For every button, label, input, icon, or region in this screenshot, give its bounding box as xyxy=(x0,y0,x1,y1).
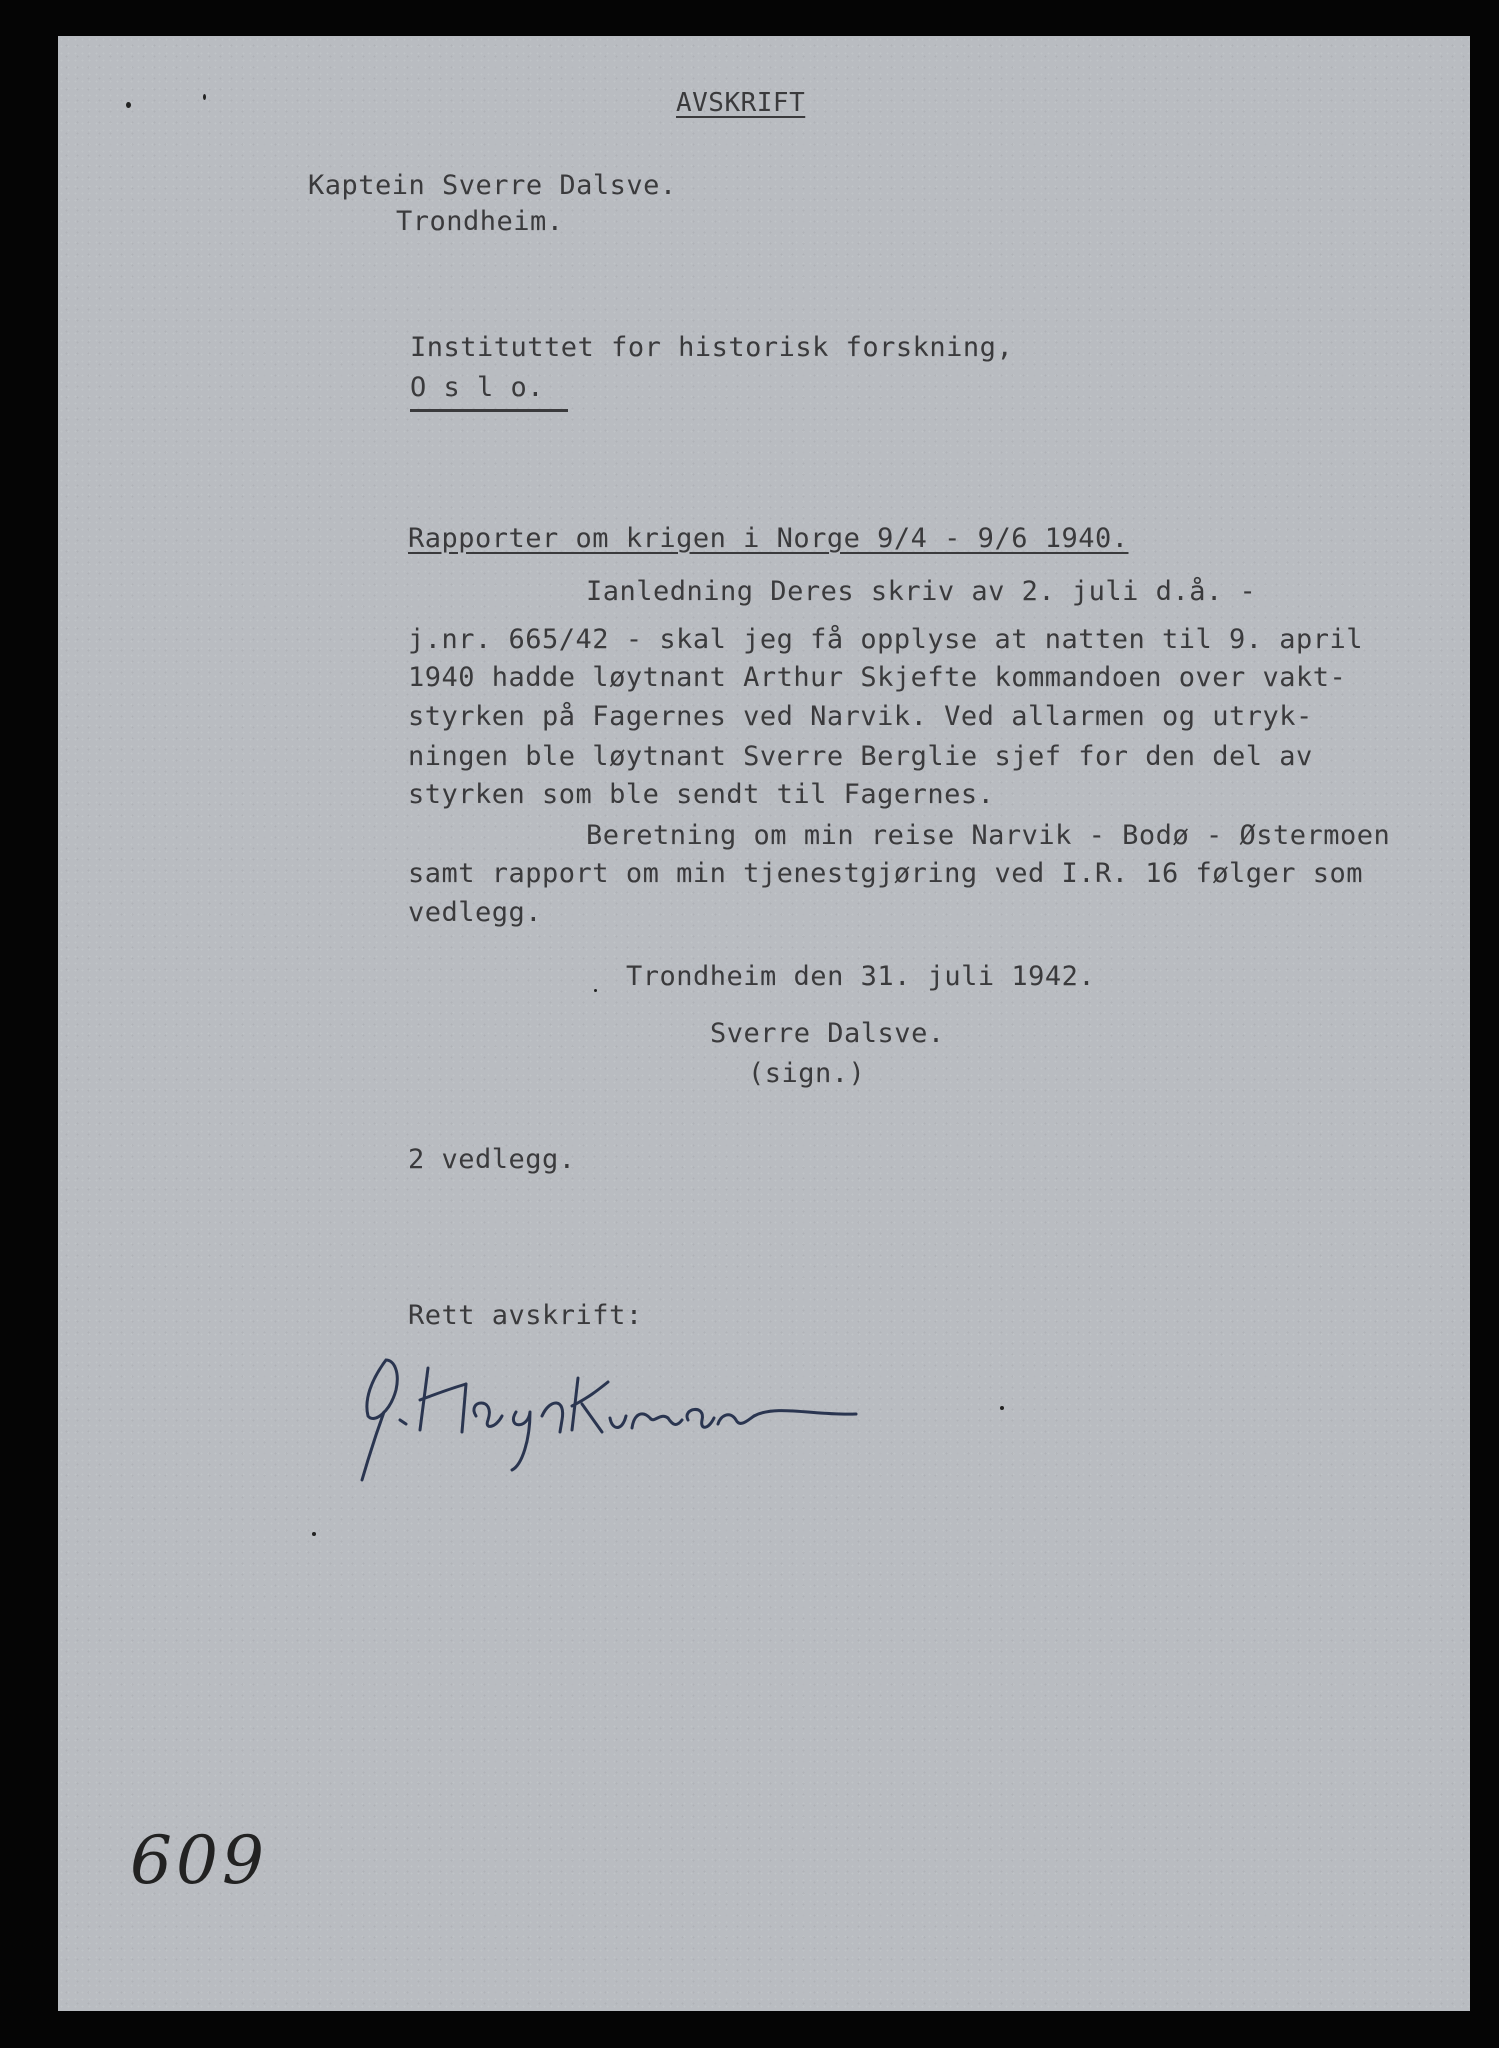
signed-marker: (sign.) xyxy=(748,1058,866,1089)
body-line-1: Ianledning Deres skriv av 2. juli d.å. - xyxy=(586,576,1257,607)
body-line-6: styrken som ble sendt til Fagernes. xyxy=(408,779,995,810)
addressee-city: Trondheim. xyxy=(396,206,564,237)
body-line-9: vedlegg. xyxy=(408,897,543,928)
certification-label: Rett avskrift: xyxy=(408,1300,643,1331)
recipient-institution: Instituttet for historisk forskning, xyxy=(410,332,1014,363)
paper-speck xyxy=(203,94,206,100)
paper-speck xyxy=(1000,1406,1004,1410)
subject-line: Rapporter om krigen i Norge 9/4 - 9/6 1940. xyxy=(408,523,1129,554)
handwritten-page-number: 609 xyxy=(130,1822,268,1899)
place-date: Trondheim den 31. juli 1942. xyxy=(626,961,1096,992)
enclosures: 2 vedlegg. xyxy=(408,1144,576,1175)
document-heading: AVSKRIFT xyxy=(676,88,806,118)
addressee-name: Kaptein Sverre Dalsve. xyxy=(308,170,677,201)
recipient-city: O s l o. xyxy=(410,372,568,412)
body-line-7: Beretning om min reise Narvik - Bodø - Østermoen xyxy=(586,820,1391,851)
body-line-3: 1940 hadde løytnant Arthur Skjefte kommandoen over vakt- xyxy=(408,662,1347,693)
paper-speck xyxy=(594,989,597,992)
handwritten-signature xyxy=(316,1320,876,1490)
signer-name: Sverre Dalsve. xyxy=(710,1018,945,1049)
body-line-8: samt rapport om min tjenestgjøring ved I.R. 16 følger som xyxy=(408,858,1364,889)
document-page xyxy=(58,36,1470,2011)
body-line-2: j.nr. 665/42 - skal jeg få opplyse at natten til 9. april xyxy=(408,624,1364,655)
paper-speck xyxy=(312,1532,316,1536)
paper-speck xyxy=(126,102,131,108)
body-line-5: ningen ble løytnant Sverre Berglie sjef for den del av xyxy=(408,741,1313,772)
body-line-4: styrken på Fagernes ved Narvik. Ved allarmen og utryk- xyxy=(408,701,1313,732)
